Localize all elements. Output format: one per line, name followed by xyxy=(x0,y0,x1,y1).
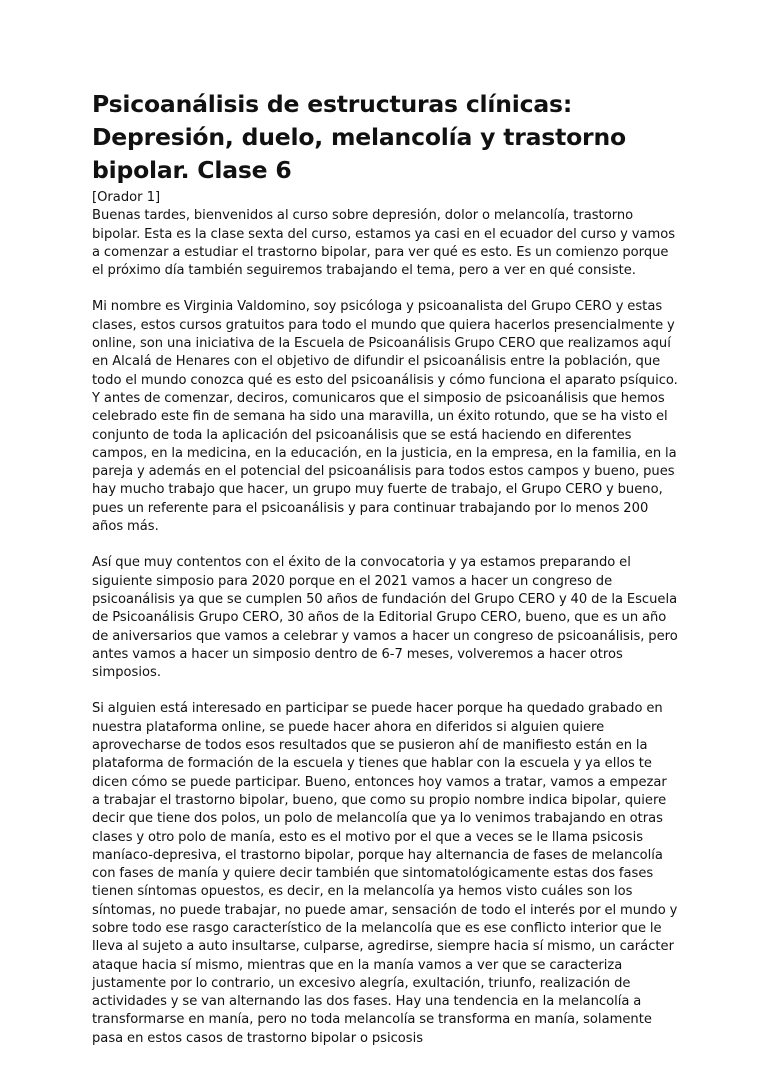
paragraph-1: Buenas tardes, bienvenidos al curso sobre depresión, dolor o melancolía, trastorno bipolar. Esta es la clase sexta del curso, estamos ya casi en el ecuador del curso y vamos a comenzar a estudiar el trastorno bipolar, para ver qué es esto. Es un comienzo porque el próximo día también seguiremos trabajando el tema, pero a ver en qué consiste. xyxy=(92,208,676,279)
paragraph-4: Si alguien está interesado en participar se puede hacer porque ha quedado grabado en nuestra plataforma online, se puede hacer ahora en diferidos si alguien quiere aprovecharse de todos esos resultados que se pusieron ahí de manifiesto están en la plataforma de formación de la escuela y tienes que hablar con la escuela y ya ellos te dicen cómo se puede participar. Bueno, entonces hoy vamos a tratar, vamos a empezar a trabajar el trastorno bipolar, bueno, que como su propio nombre indica bipolar, quiere decir que tiene dos polos, un polo de melancolía que ya lo venimos trabajando en otras clases y otro polo de manía, esto es el motivo por el que a veces se le llama psicosis maníaco-depresiva, el trastorno bipolar, porque hay alternancia de fases de melancolía con fases de manía y quiere decir también que sintomatológicamente estas dos fases tienen síntomas opuestos, es decir, en la melancolía ya hemos visto cuáles son los síntomas, no puede trabajar, no puede amar, sensación de todo el interés por el mundo y sobre todo ese rasgo característico de la melancolía que es ese conflicto interior que le lleva al sujeto a auto insultarse, culparse, agredirse, siempre hacia sí mismo, un carácter ataque hacia sí mismo, mientras que en la manía vamos a ver que se caracteriza justamente por lo contrario, un excesivo alegría, exultación, triunfo, realización de actividades y se van alternando las dos fases. Hay una tendencia en la melancolía a transformarse en manía, pero no toda melancolía se transforma en manía, solamente pasa en estos casos de trastorno bipolar o psicosis xyxy=(92,701,678,1046)
document-title: Psicoanálisis de estructuras clínicas: Depresión, duelo, melancolía y trastorno bipolar. Clase 6 xyxy=(92,90,626,184)
speaker-label: [Orador 1] xyxy=(92,190,161,205)
paragraph-3: Así que muy contentos con el éxito de la convocatoria y ya estamos preparando el siguiente simposio para 2020 porque en el 2021 vamos a hacer un congreso de psicoanálisis ya que se cumplen 50 años de fundación del Grupo CERO y 40 de la Escuela de Psicoanálisis Grupo CERO, 30 años de la Editorial Grupo CERO, bueno, que es un año de aniversarios que vamos a celebrar y vamos a hacer un congreso de psicoanálisis, pero antes vamos a hacer un simposio dentro de 6-7 meses, volveremos a hacer otros simposios. xyxy=(92,555,678,681)
paragraph-2: Mi nombre es Virginia Valdomino, soy psicóloga y psicoanalista del Grupo CERO y estas clases, estos cursos gratuitos para todo el mundo que quiera hacerlos presencialmente y online, son una iniciativa de la Escuela de Psicoanálisis Grupo CERO que realizamos aquí en Alcalá de Henares con el objetivo de difundir el psicoanálisis entre la población, que todo el mundo conozca qué es esto del psicoanálisis y cómo funciona el aparato psíquico. Y antes de comenzar, deciros, comunicaros que el simposio de psicoanálisis que hemos celebrado este fin de semana ha sido una maravilla, un éxito rotundo, que se ha visto el conjunto de toda la aplicación del psicoanálisis que se está haciendo en diferentes campos, en la medicina, en la educación, en la justicia, en la empresa, en la familia, en la pareja y además en el potencial del psicoanálisis para todos estos campos y bueno, pues hay mucho trabajo que hacer, un grupo muy fuerte de trabajo, el Grupo CERO y bueno, pues un referente para el psicoanálisis y para continuar trabajando por lo menos 200 años más. xyxy=(92,299,678,535)
document-page xyxy=(92,88,678,1066)
